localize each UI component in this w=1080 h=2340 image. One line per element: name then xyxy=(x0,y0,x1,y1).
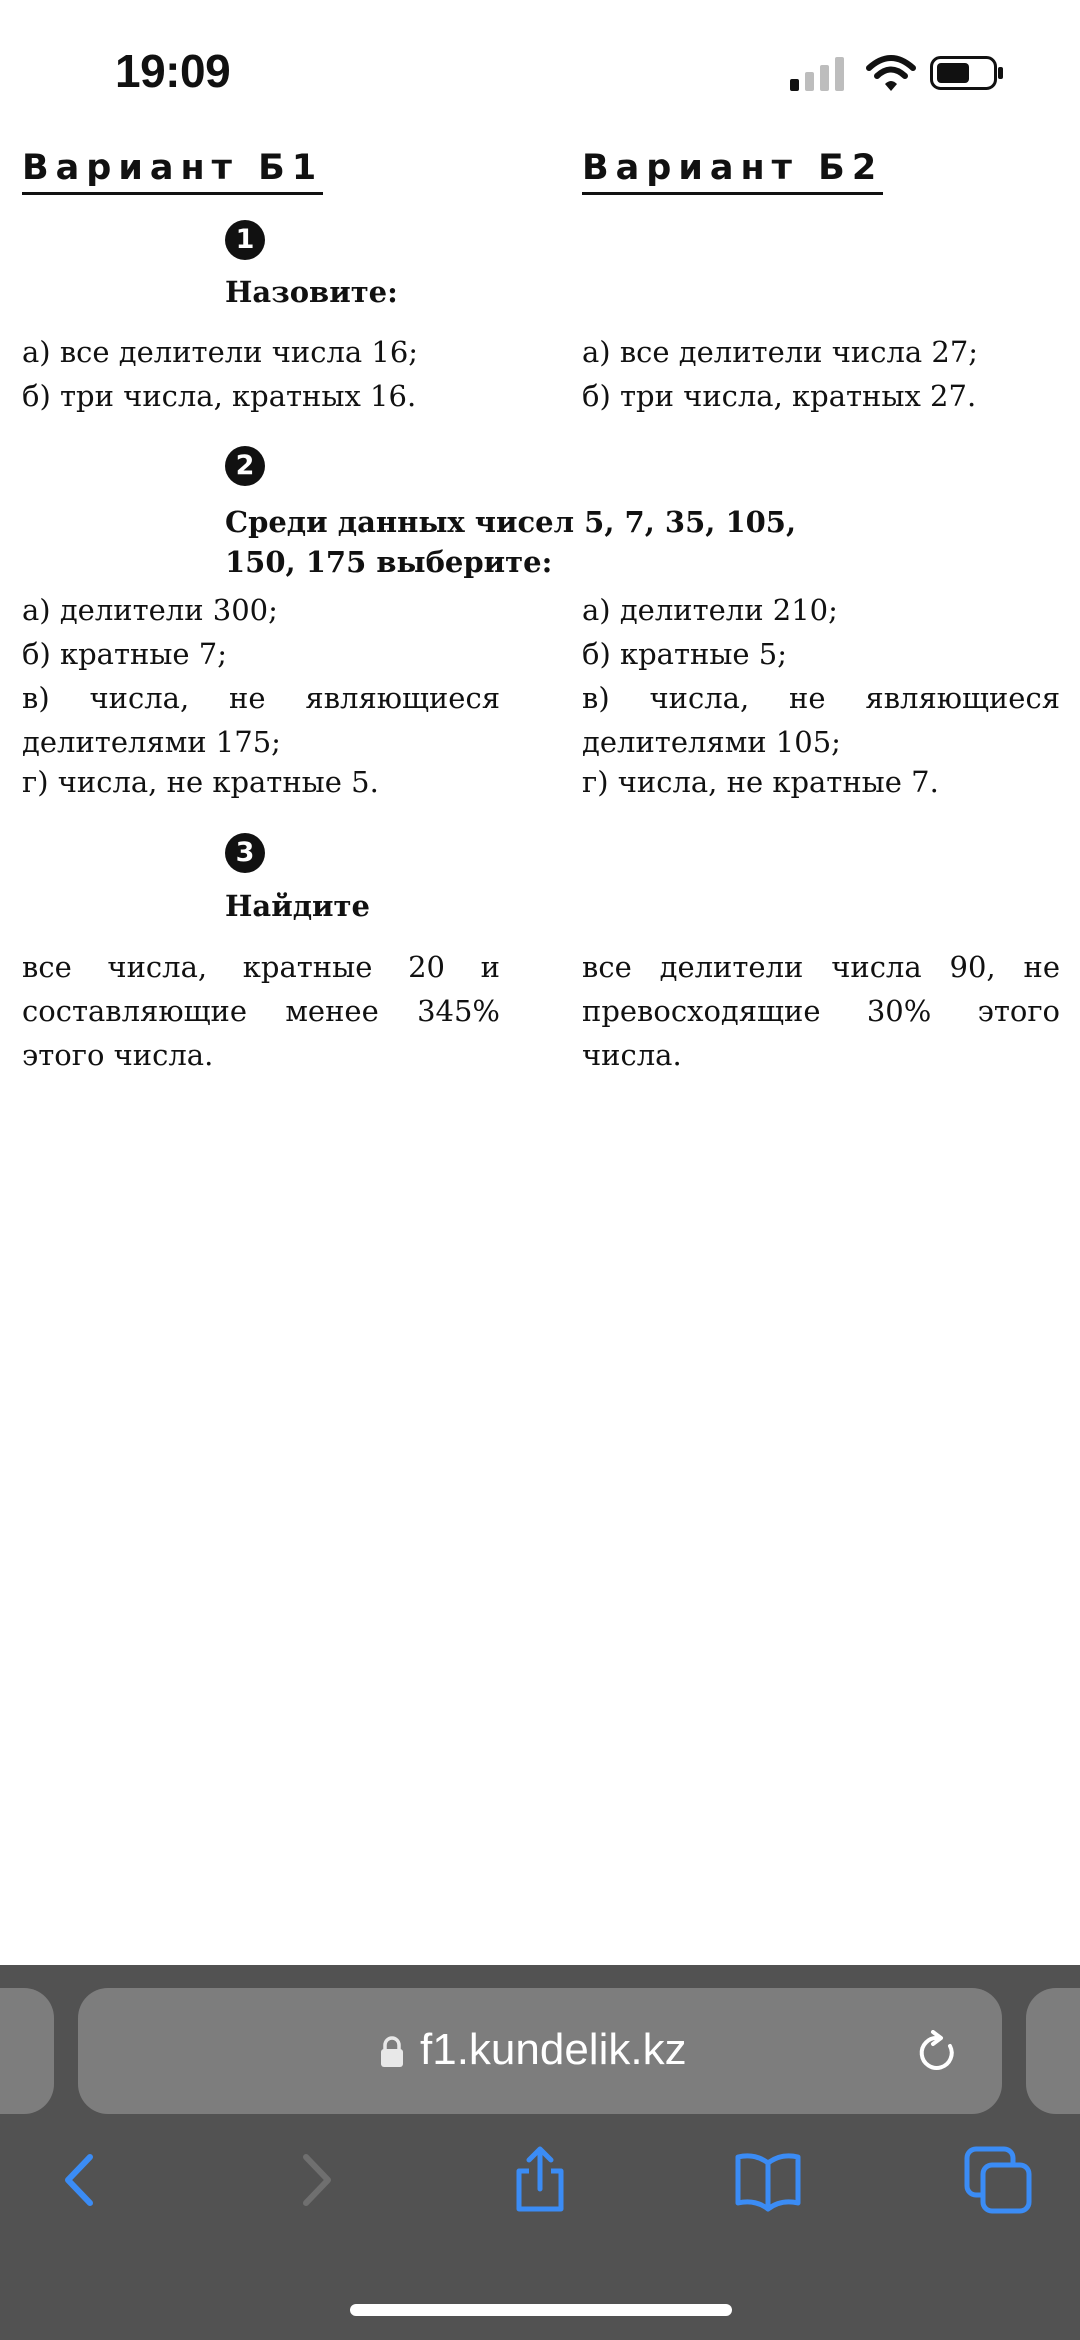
task2-heading-line1: Среди данных чисел 5, 7, 35, 105, xyxy=(225,505,797,539)
cellular-signal-icon xyxy=(790,57,846,91)
next-tab-peek[interactable] xyxy=(1026,1988,1080,2114)
task1-heading: Назовите: xyxy=(225,275,398,309)
task2-left-item-c: в) числа, не являющиеся делителями 175; xyxy=(22,681,500,759)
task2-left-item-d: г) числа, не кратные 5. xyxy=(22,765,379,799)
chevron-left-icon[interactable] xyxy=(46,2145,116,2215)
task2-right-item-a: а) делители 210; xyxy=(582,593,838,627)
wifi-icon xyxy=(866,54,916,92)
task3-left-text: все числа, кратные 20 и составляющие менее 345% этого числа. xyxy=(22,950,500,1072)
chevron-right-icon[interactable] xyxy=(280,2145,350,2215)
status-time: 19:09 xyxy=(115,45,231,97)
url-text[interactable]: f1.kundelik.kz xyxy=(420,2025,687,2074)
task-number-3: 3 xyxy=(225,833,265,873)
task3-right-text: все делители числа 90, не превосходящие 30% этого числа. xyxy=(582,950,1060,1072)
variant-title-b1: Вариант Б1 xyxy=(22,148,323,195)
task2-left-item-a: а) делители 300; xyxy=(22,593,278,627)
variant-title-b2: Вариант Б2 xyxy=(582,148,883,195)
tabs-icon[interactable] xyxy=(963,2145,1033,2215)
task1-right-item-a: а) все делители числа 27; xyxy=(582,335,979,369)
book-icon[interactable] xyxy=(733,2145,803,2215)
share-icon[interactable] xyxy=(505,2145,575,2215)
task1-right-item-b: б) три числа, кратных 27. xyxy=(582,379,977,413)
reload-icon[interactable] xyxy=(916,2030,960,2076)
previous-tab-peek[interactable] xyxy=(0,1988,54,2114)
home-indicator xyxy=(350,2304,732,2316)
task3-heading: Найдите xyxy=(225,889,370,923)
task-number-2: 2 xyxy=(225,446,265,486)
task2-right-item-d: г) числа, не кратные 7. xyxy=(582,765,939,799)
task2-left-item-b: б) кратные 7; xyxy=(22,637,228,671)
task2-right-item-b: б) кратные 5; xyxy=(582,637,788,671)
lock-icon xyxy=(380,2036,404,2068)
task2-heading-line2: 150, 175 выберите: xyxy=(225,545,553,579)
task1-left-item-a: а) все делители числа 16; xyxy=(22,335,419,369)
task-number-1: 1 xyxy=(225,220,265,260)
battery-icon xyxy=(930,56,1005,90)
task1-left-item-b: б) три числа, кратных 16. xyxy=(22,379,417,413)
task2-right-item-c: в) числа, не являющиеся делителями 105; xyxy=(582,681,1060,759)
